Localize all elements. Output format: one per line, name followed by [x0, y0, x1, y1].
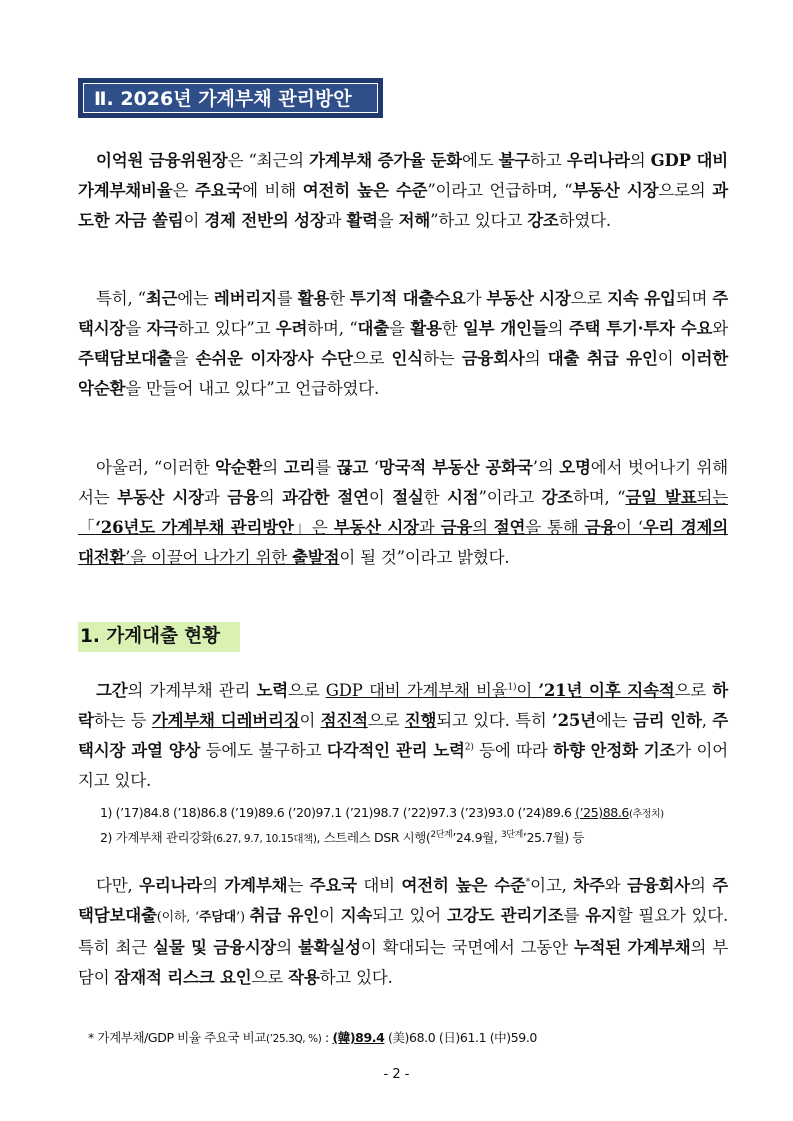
- paragraph-separation-of-finance: 아울러, “이러한 악순환의 고리를 끊고 ‘망국적 부동산 공화국’의 오명에서 벗어나기 위해서는 부동산 시장과 금융의 과감한 절연이 절실한 시점”이라고 강조하며, “금일 발표되는 「‘26년도 가계부채 관리방안」은 부동산 시장과 금융의 절연을 통해 금융이 ‘우리 경제의 대전환’을 이끌어 나가기 위한 출발점이 될 것”이라고 밝혔다.: [78, 458, 728, 567]
- footnote-gdp-ratio-history: 1) (’17)84.8 (’18)86.8 (’19)89.6 (’20)97.1 (’21)98.7 (’22)97.3 (’23)93.0 (’24)89.6 (’25)88.6(추정치): [100, 805, 664, 820]
- footnote-management-measures: 2) 가계부채 관리강화(6.27, 9.7, 10.15대책), 스트레스 DSR 시행($^{2단계}$’24.9월, $^{3단계}$’25.7월) 등: [100, 829, 585, 845]
- page-number: - 2 -: [383, 1067, 410, 1082]
- paragraph-minister-statement: 이억원 금융위원장은 “최근의 가계부채 증가율 둔화에도 불구하고 우리나라의 GDP 대비 가계부채비율은 주요국에 비해 여전히 높은 수준”이라고 언급하며, “부동산 시장으로의 과도한 자금 쏠림이 경제 전반의 성장과 활력을 저해”하고 있다고 강조하였다.: [78, 151, 728, 230]
- paragraph-speculative-demand: 특히, “최근에는 레버리지를 활용한 투기적 대출수요가 부동산 시장으로 지속 유입되며 주택시장을 자극하고 있다”고 우려하며, “대출을 활용한 일부 개인들의 주택 투기·투자 수요와 주택담보대출을 손쉬운 이자장사 수단으로 인식하는 금융회사의 대출 취급 유인이 이러한 악순환을 만들어 내고 있다”고 언급하였다.: [78, 289, 728, 398]
- footnote-country-comparison: * 가계부채/GDP 비율 주요국 비교(’25.3Q, %) : (韓)89.4 (美)68.0 (日)61.1 (中)59.0: [88, 1030, 537, 1045]
- section-heading-text: Ⅱ. 2026년 가계부채 관리방안: [83, 83, 378, 113]
- paragraph-high-intensity-management: 다만, 우리나라의 가계부채는 주요국 대비 여전히 높은 수준*이고, 차주와 금융회사의 주택담보대출(이하, ‘주담대’) 취급 유인이 지속되고 있어 고강도 관리기조를 유지할 필요가 있다. 특히 최근 실물 및 금융시장의 불확실성이 확대되는 국면에서 그동안 누적된 가계부채의 부담이 잠재적 리스크 요인으로 작용하고 있다.: [78, 876, 729, 987]
- paragraph-household-loan-status: 그간의 가계부채 관리 노력으로 GDP 대비 가계부채 비율$^{1)}$이 ’21년 이후 지속적으로 하락하는 등 가계부채 디레버리징이 점진적으로 진행되고 있다. 특히 ’25년에는 금리 인하, 주택시장 과열 양상 등에도 불구하고 다각적인 관리 노력$^{2)}$ 등에 따라 하향 안정화 기조가 이어지고 있다.: [78, 681, 729, 790]
- section-heading: [78, 78, 383, 118]
- subsection-heading: 1. 가계대출 현황: [78, 622, 240, 652]
